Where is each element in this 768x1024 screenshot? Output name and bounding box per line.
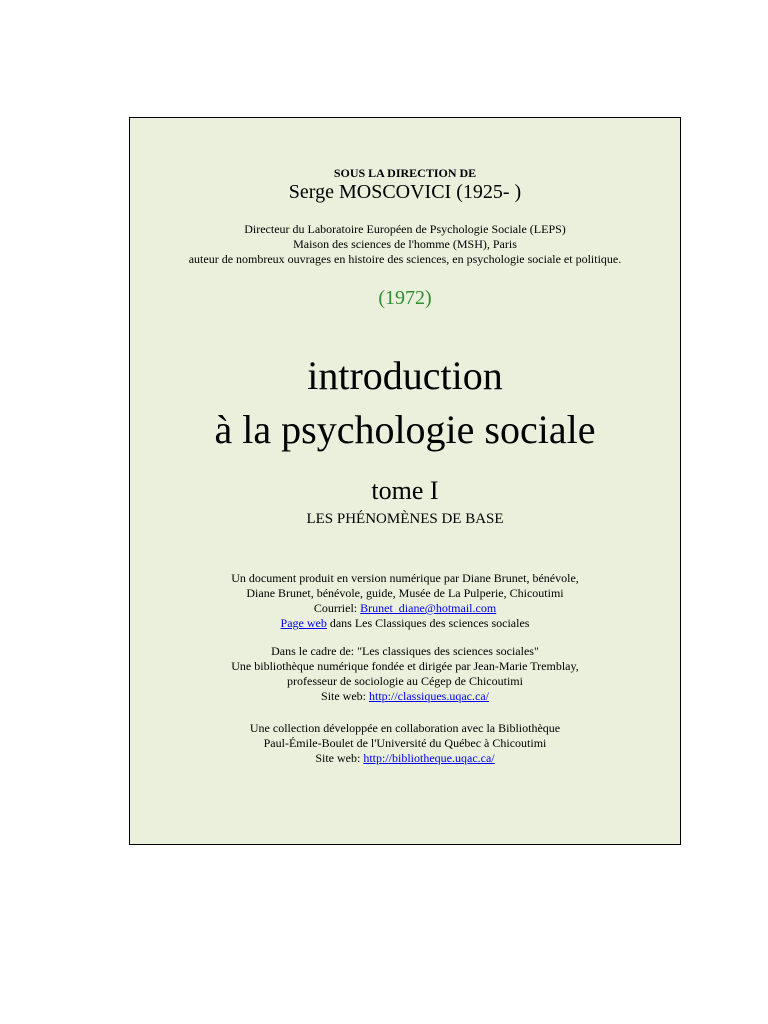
site-prefix: Site web: xyxy=(315,751,364,765)
email-link[interactable]: Brunet_diane@hotmail.com xyxy=(360,601,497,615)
frame-line: Dans le cadre de: "Les classiques des sciences sociales" xyxy=(271,644,539,658)
volume-label: tome I xyxy=(371,476,439,505)
digitization-credits xyxy=(130,571,680,631)
email-prefix: Courriel: xyxy=(313,601,361,615)
bibliotheque-site-link[interactable]: http://bibliotheque.uqac.ca/ xyxy=(363,751,495,765)
collaboration-credits xyxy=(130,721,680,766)
credential-line: auteur de nombreux ouvrages en histoire des sciences, en psychologie sociale et politique. xyxy=(188,252,622,266)
title-line-1: introduction xyxy=(307,353,503,398)
publication-year: (1972) xyxy=(378,287,432,309)
direction-label: SOUS LA DIRECTION DE xyxy=(333,166,477,180)
title-line-2: à la psychologie sociale xyxy=(214,407,596,452)
classiques-site-link[interactable]: http://classiques.uqac.ca/ xyxy=(369,689,489,703)
site-line xyxy=(130,689,680,704)
book-title xyxy=(130,349,680,457)
credit-line: Un document produit en version numérique par Diane Brunet, bénévole, xyxy=(231,571,579,585)
volume-subtitle: LES PHÉNOMÈNES DE BASE xyxy=(306,511,504,527)
page-web-line xyxy=(130,616,680,631)
site-prefix: Site web: xyxy=(321,689,370,703)
author-name: Serge MOSCOVICI (1925- ) xyxy=(288,181,522,203)
frame-line: professeur de sociologie au Cégep de Chicoutimi xyxy=(287,674,523,688)
email-line xyxy=(130,601,680,616)
cover-page xyxy=(129,117,681,845)
collection-frame xyxy=(130,644,680,704)
page-web-link[interactable]: Page web xyxy=(280,616,327,630)
site-line xyxy=(130,751,680,766)
frame-line: Une bibliothèque numérique fondée et dirigée par Jean-Marie Tremblay, xyxy=(231,659,579,673)
collab-line: Paul-Émile-Boulet de l'Université du Québec à Chicoutimi xyxy=(263,736,547,750)
credential-line: Directeur du Laboratoire Européen de Psychologie Sociale (LEPS) xyxy=(244,222,566,236)
credit-line: Diane Brunet, bénévole, guide, Musée de La Pulperie, Chicoutimi xyxy=(246,586,564,600)
collab-line: Une collection développée en collaboration avec la Bibliothèque xyxy=(249,721,561,735)
page-web-suffix: dans Les Classiques des sciences sociales xyxy=(326,616,530,630)
credential-line: Maison des sciences de l'homme (MSH), Paris xyxy=(293,237,517,251)
author-credentials xyxy=(130,222,680,267)
